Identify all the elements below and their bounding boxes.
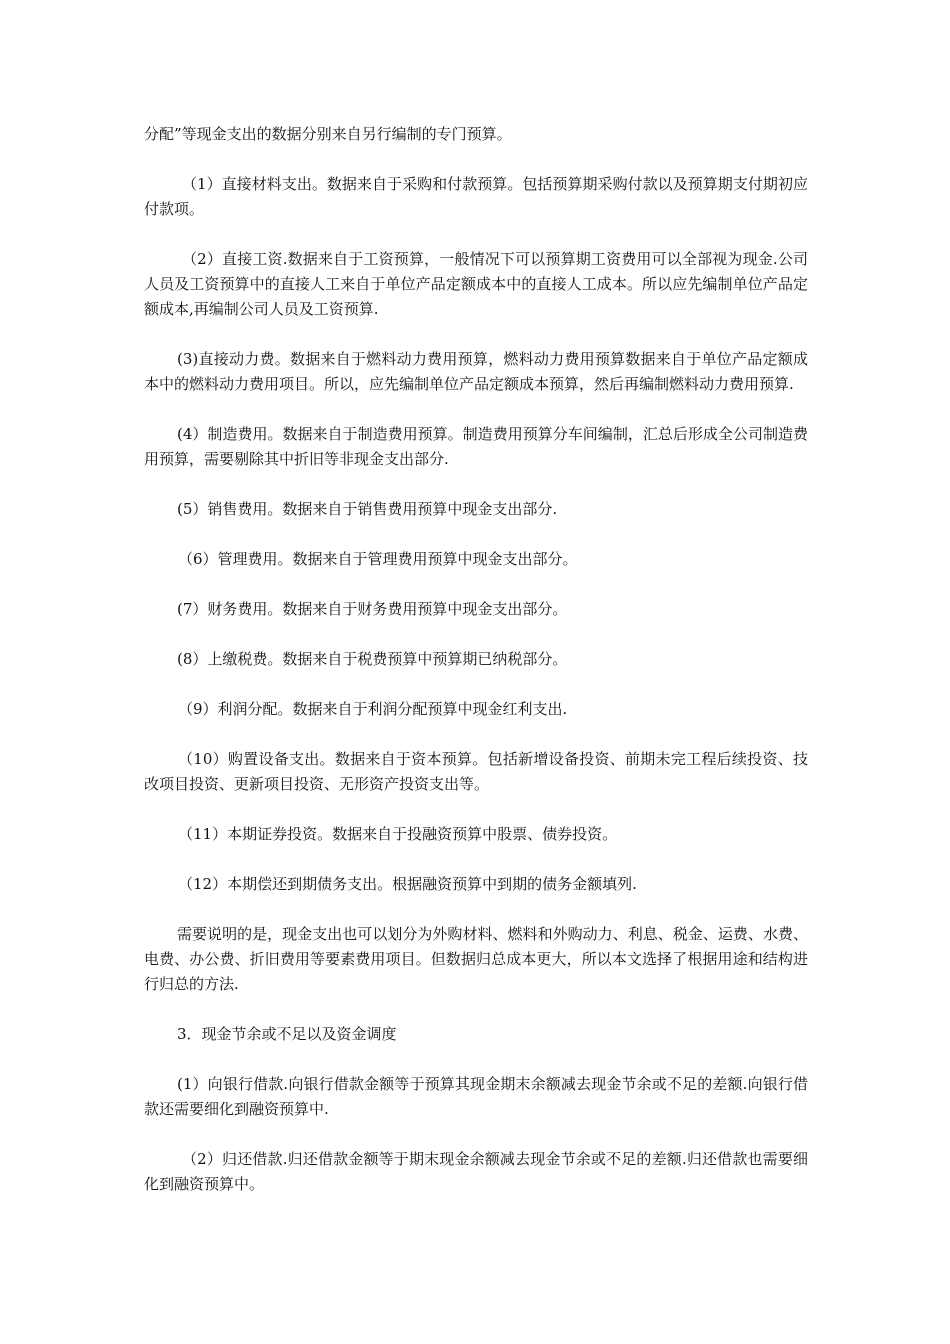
paragraph-item-12: （12）本期偿还到期债务支出。根据融资预算中到期的债务金额填列. — [178, 875, 637, 893]
paragraph-repay-loan: （2）归还借款.归还借款金额等于期末现金余额减去现金节余或不足的差额.归还借款也需要细化到融资预算中。 — [144, 1150, 808, 1193]
paragraph-item-3: (3)直接动力费。数据来自于燃料动力费用预算，燃料动力费用预算数据来自于单位产品定额成本中的燃料动力费用项目。所以，应先编制单位产品定额成本预算，然后再编制燃料动力费用预算. — [144, 350, 808, 393]
paragraph-item-11: （11）本期证券投资。数据来自于投融资预算中股票、债券投资。 — [178, 825, 618, 843]
paragraph-item-9: （9）利润分配。数据来自于利润分配预算中现金红利支出. — [178, 700, 568, 718]
document-body — [144, 122, 808, 1222]
paragraph-item-2: （2）直接工资.数据来自于工资预算，一般情况下可以预算期工资费用可以全部视为现金.公司人员及工资预算中的直接人工来自于单位产品定额成本中的直接人工成本。所以应先编制单位产品定额成本,再编制公司人员及工资预算. — [144, 250, 808, 318]
paragraph-note: 需要说明的是，现金支出也可以划分为外购材料、燃料和外购动力、利息、税金、运费、水费、电费、办公费、折旧费用等要素费用项目。但数据归总成本更大，所以本文选择了根据用途和结构进行归总的方法. — [144, 925, 808, 993]
paragraph-intro: 分配”等现金支出的数据分别来自另行编制的专门预算。 — [144, 125, 512, 143]
paragraph-bank-loan: (1）向银行借款.向银行借款金额等于预算其现金期末余额减去现金节余或不足的差额.向银行借款还需要细化到融资预算中. — [144, 1075, 808, 1118]
paragraph-item-4: (4）制造费用。数据来自于制造费用预算。制造费用预算分车间编制，汇总后形成全公司制造费用预算，需要剔除其中折旧等非现金支出部分. — [144, 425, 808, 468]
paragraph-item-5: (5）销售费用。数据来自于销售费用预算中现金支出部分. — [177, 500, 558, 518]
paragraph-item-8: (8）上缴税费。数据来自于税费预算中预算期已纳税部分。 — [177, 650, 568, 668]
paragraph-item-1: （1）直接材料支出。数据来自于采购和付款预算。包括预算期采购付款以及预算期支付期初应付款项。 — [144, 175, 808, 218]
section-heading-3: 3．现金节余或不足以及资金调度 — [177, 1025, 397, 1043]
paragraph-item-6: （6）管理费用。数据来自于管理费用预算中现金支出部分。 — [178, 550, 578, 568]
paragraph-item-7: (7）财务费用。数据来自于财务费用预算中现金支出部分。 — [177, 600, 568, 618]
paragraph-item-10: （10）购置设备支出。数据来自于资本预算。包括新增设备投资、前期未完工程后续投资、技改项目投资、更新项目投资、无形资产投资支出等。 — [144, 750, 808, 793]
